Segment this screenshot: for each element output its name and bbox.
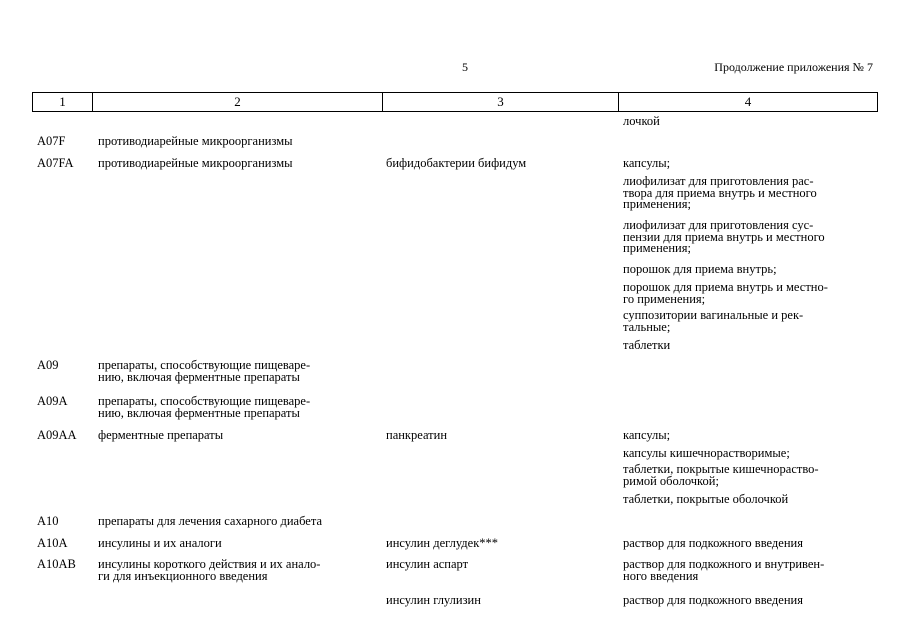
column-number-2: 2	[93, 93, 383, 112]
atc-code: A09	[37, 358, 59, 372]
atc-code: A09AA	[37, 428, 77, 442]
dosage-form: раствор для подкожного введения	[623, 536, 803, 550]
column-number-3: 3	[383, 93, 619, 112]
drug-name: инсулин глулизин	[386, 593, 481, 607]
atc-code: A10	[37, 514, 59, 528]
drug-name: инсулин аспарт	[386, 557, 469, 571]
column-number-4: 4	[619, 93, 878, 112]
dosage-form: таблетки, покрытые оболочкой	[623, 492, 789, 506]
dosage-form: суппозитории вагинальные и рек- тальные;	[623, 308, 804, 334]
dosage-form: порошок для приема внутрь;	[623, 262, 777, 276]
column-number-1: 1	[33, 93, 93, 112]
atc-group-name: противодиарейные микроорганизмы	[98, 134, 293, 148]
atc-code: A07F	[37, 134, 66, 148]
dosage-form: лочкой	[623, 114, 660, 128]
dosage-form: капсулы кишечнорастворимые;	[623, 446, 790, 460]
atc-group-name: препараты, способствующие пищеваре- нию, включая ферментные препараты	[98, 358, 311, 384]
dosage-form: раствор для подкожного введения	[623, 593, 803, 607]
dosage-form: капсулы;	[623, 428, 671, 442]
dosage-form: раствор для подкожного и внутривен- ного введения	[623, 557, 825, 583]
appendix-continuation: Продолжение приложения № 7	[714, 60, 873, 74]
dosage-form: лиофилизат для приготовления сус- пензии для приема внутрь и местного применения;	[623, 218, 825, 255]
drug-name: панкреатин	[386, 428, 448, 442]
atc-group-name: препараты для лечения сахарного диабета	[98, 514, 322, 528]
drug-name: инсулин деглудек***	[386, 536, 499, 550]
atc-group-name: инсулины и их аналоги	[98, 536, 222, 550]
atc-code: A10AB	[37, 557, 76, 571]
table-header	[32, 92, 878, 112]
drug-name: бифидобактерии бифидум	[386, 156, 527, 170]
atc-code: A10A	[37, 536, 68, 550]
page-number: 5	[462, 60, 468, 74]
atc-group-name: инсулины короткого действия и их анало- ги для инъекционного введения	[98, 557, 321, 583]
dosage-form: таблетки	[623, 338, 671, 352]
atc-code: A09A	[37, 394, 68, 408]
dosage-form: порошок для приема внутрь и местно- го применения;	[623, 280, 828, 306]
atc-code: A07FA	[37, 156, 74, 170]
dosage-form: таблетки, покрытые кишечнораство- римой оболочкой;	[623, 462, 819, 488]
atc-group-name: препараты, способствующие пищеваре- нию, включая ферментные препараты	[98, 394, 311, 420]
atc-group-name: ферментные препараты	[98, 428, 224, 442]
atc-group-name: противодиарейные микроорганизмы	[98, 156, 293, 170]
dosage-form: лиофилизат для приготовления рас- твора для приема внутрь и местного применения;	[623, 174, 817, 211]
dosage-form: капсулы;	[623, 156, 671, 170]
